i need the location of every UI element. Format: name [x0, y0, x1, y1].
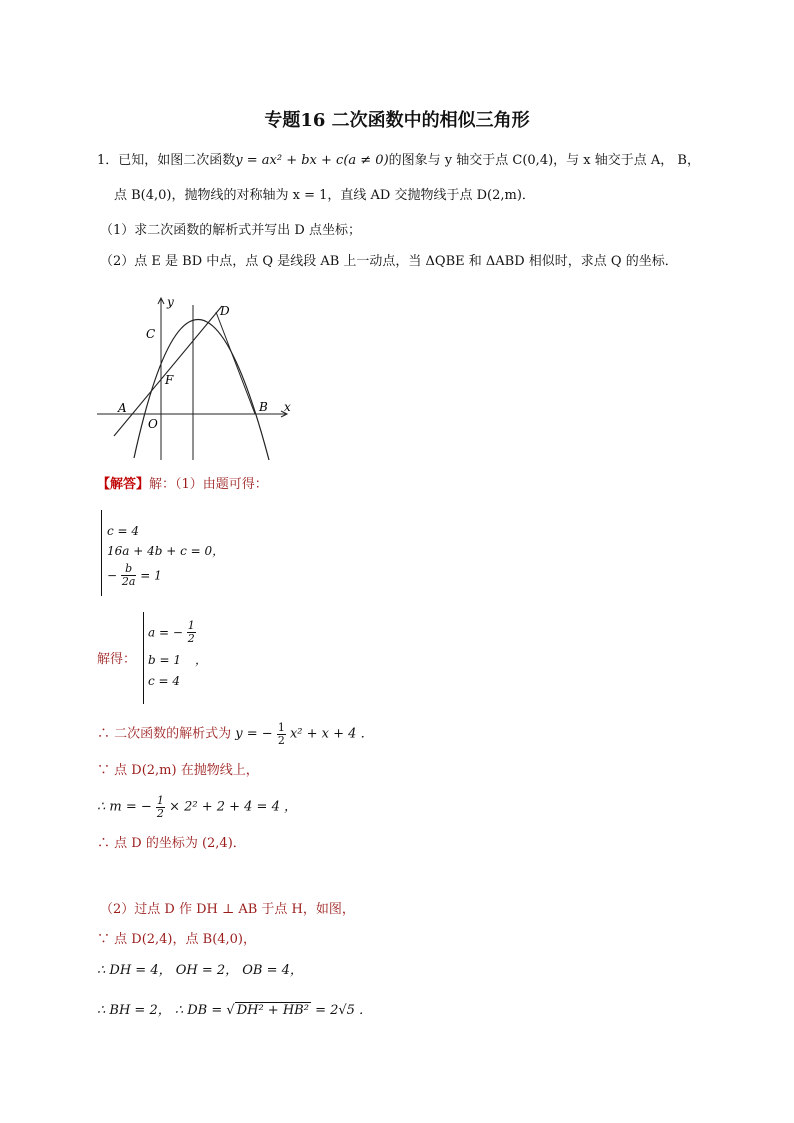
sys2-fraction — [187, 620, 196, 645]
label-F: F — [165, 373, 174, 387]
sys1-fraction — [121, 563, 137, 588]
parabola-figure — [92, 290, 302, 465]
label-D: D — [220, 304, 230, 318]
step-3-num: 1 — [156, 794, 164, 807]
part-2-line-1: ∵ 点 D(2,4)，点 B(4,0)， — [97, 932, 257, 947]
label-A: A — [118, 401, 127, 415]
step-4: ∴ 点 D 的坐标为 (2,4)． — [97, 836, 246, 851]
sys2-line-2 — [148, 651, 207, 669]
solution-tag: 【解答】 — [97, 477, 150, 492]
sys2-frac-num: 1 — [187, 619, 195, 632]
line-AD — [114, 306, 222, 436]
part-2-line-2: ∴ DH = 4， OH = 2， OB = 4， — [97, 963, 303, 978]
sys1-line-3 — [107, 563, 162, 588]
step-3-den: 2 — [156, 807, 164, 820]
solution-intro: 解：（1）由题可得： — [149, 477, 268, 492]
part-2-line-3-pre: ∴ BH = 2， ∴ DB = — [97, 1003, 227, 1018]
segment-DB — [216, 312, 255, 414]
sys2-tail: ， — [195, 653, 208, 667]
question-1: （1）求二次函数的解析式并写出 D 点坐标； — [100, 223, 361, 238]
sys1-line-2 — [107, 542, 224, 560]
sys1-minus: − — [107, 568, 118, 583]
sys2-b: b = 1 — [148, 653, 181, 667]
step-3-post: × 2² + 2 + 4 = 4 ， — [169, 799, 297, 815]
sqrt-symbol: √ — [226, 1003, 235, 1018]
step-1-text: ∴ 二次函数的解析式为 — [97, 726, 236, 742]
label-C: C — [146, 327, 156, 341]
step-1-num: 1 — [277, 721, 285, 734]
step-3-pre: ∴ m = − — [97, 799, 152, 815]
step-3 — [97, 795, 297, 820]
step-1-den: 2 — [277, 734, 285, 747]
problem-text-c: 的图象与 y 轴交于点 C(0,4)，与 x 轴交于点 A， B， — [388, 153, 700, 168]
solve-label: 解得： — [97, 652, 137, 667]
sys1-eq-rhs: = 1 — [140, 568, 162, 583]
sys2-frac-den: 2 — [187, 632, 195, 645]
label-B: B — [259, 400, 268, 414]
question-2: （2）点 E 是 BD 中点，点 Q 是线段 AB 上一动点，当 ΔQBE 和 ΔABD 相似时，求点 Q 的坐标． — [100, 254, 678, 269]
label-O: O — [148, 417, 158, 431]
sys2-line-3: c = 4 — [148, 674, 181, 688]
problem-formula: y = ax² + bx + c(a ≠ 0) — [235, 153, 389, 168]
sys1-frac-num: b — [121, 563, 137, 576]
step-1-eq-pre: y = − — [235, 726, 273, 742]
sys2-line-1 — [148, 620, 196, 645]
step-2: ∵ 点 D(2,m) 在抛物线上， — [97, 763, 259, 778]
step-3-fraction — [156, 795, 165, 820]
sys2-a-pre: a = − — [148, 625, 183, 640]
problem-line-2: 点 B(4,0)，抛物线的对称轴为 x = 1，直线 AD 交抛物线于点 D(2,m)． — [114, 188, 535, 203]
part-2-intro: （2）过点 D 作 DH ⊥ AB 于点 H，如图， — [100, 902, 355, 917]
step-1 — [97, 722, 374, 747]
part-2-line-3 — [97, 1002, 372, 1020]
sys1-eq-2: 16a + 4b + c = 0 — [107, 544, 213, 558]
sqrt-radicand: DH² + HB² — [236, 1003, 309, 1018]
step-1-fraction — [277, 722, 286, 747]
sys1-frac-den: 2a — [121, 575, 136, 588]
solution-heading — [97, 476, 268, 494]
page-title: 专题16 二次函数中的相似三角形 — [264, 110, 530, 131]
problem-text-a: 1．已知，如图二次函数 — [97, 153, 236, 168]
sys1-line-1: c = 4 — [107, 524, 140, 538]
problem-line-1 — [97, 152, 700, 170]
label-y: y — [167, 295, 174, 309]
label-x: x — [284, 400, 291, 414]
sys1-eq-2-tail: ， — [212, 544, 225, 558]
part-2-line-3-post: = 2√5 ． — [310, 1003, 373, 1018]
step-1-eq-post: x² + x + 4 ． — [289, 726, 374, 742]
brace-system-1 — [101, 510, 106, 596]
